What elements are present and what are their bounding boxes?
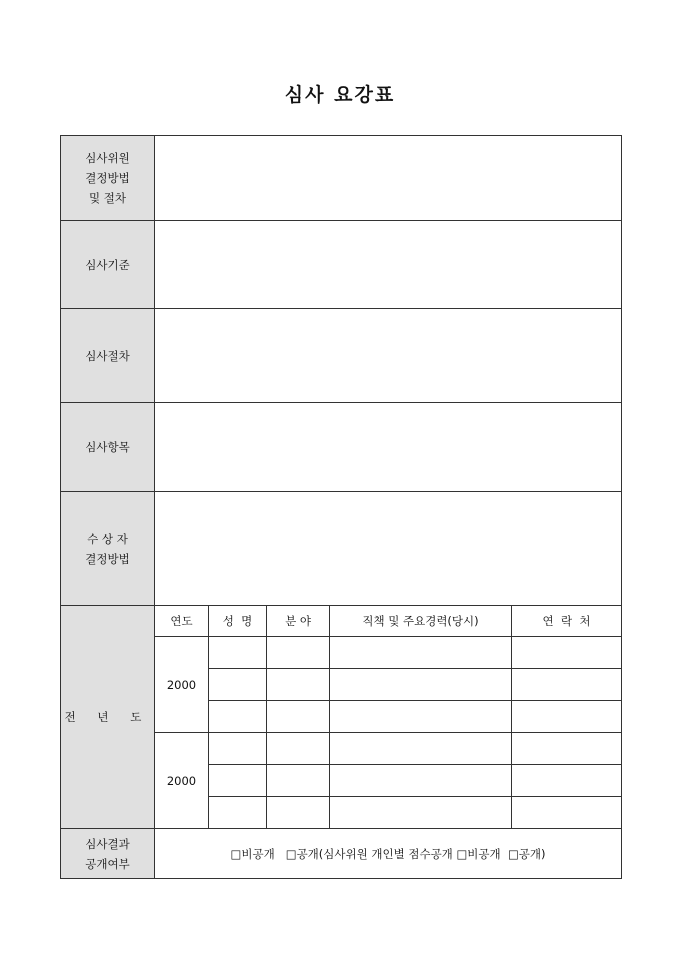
name-cell[interactable]	[209, 637, 267, 669]
name-cell[interactable]	[209, 797, 267, 829]
name-cell[interactable]	[209, 669, 267, 701]
row-procedure	[61, 309, 622, 403]
row-winner	[61, 492, 622, 606]
row-disclosure	[61, 829, 622, 879]
name-cell[interactable]	[209, 733, 267, 765]
field-committee-method[interactable]	[155, 136, 622, 221]
contact-cell[interactable]	[512, 765, 622, 797]
disclosure-options[interactable]: □비공개 □공개(심사위원 개인별 점수공개 □비공개 □공개)	[155, 829, 622, 879]
year-cell: 2000	[155, 637, 209, 733]
field-cell[interactable]	[267, 669, 330, 701]
career-cell[interactable]	[330, 701, 512, 733]
field-winner-method[interactable]	[155, 492, 622, 606]
row-items	[61, 403, 622, 492]
label-prev-year: 전 년 도	[61, 606, 155, 829]
contact-cell[interactable]	[512, 733, 622, 765]
field-items[interactable]	[155, 403, 622, 492]
row-criteria	[61, 221, 622, 309]
label-items: 심사항목	[61, 403, 155, 492]
field-procedure[interactable]	[155, 309, 622, 403]
field-cell[interactable]	[267, 797, 330, 829]
career-cell[interactable]	[330, 637, 512, 669]
contact-cell[interactable]	[512, 637, 622, 669]
label-committee-method: 심사위원 결정방법 및 절차	[61, 136, 155, 221]
col-header-contact: 연 락 처	[512, 606, 622, 637]
name-cell[interactable]	[209, 701, 267, 733]
row-committee	[61, 136, 622, 221]
label-disclosure: 심사결과 공개여부	[61, 829, 155, 879]
contact-cell[interactable]	[512, 669, 622, 701]
contact-cell[interactable]	[512, 701, 622, 733]
col-header-field: 분 야	[267, 606, 330, 637]
label-procedure: 심사절차	[61, 309, 155, 403]
field-cell[interactable]	[267, 765, 330, 797]
name-cell[interactable]	[209, 765, 267, 797]
col-header-position-career: 직책 및 주요경력(당시)	[330, 606, 512, 637]
career-cell[interactable]	[330, 765, 512, 797]
review-guideline-table	[60, 135, 622, 879]
career-cell[interactable]	[330, 669, 512, 701]
contact-cell[interactable]	[512, 797, 622, 829]
prev-year-header-row	[61, 606, 622, 637]
field-cell[interactable]	[267, 701, 330, 733]
col-header-name: 성 명	[209, 606, 267, 637]
field-cell[interactable]	[267, 733, 330, 765]
career-cell[interactable]	[330, 797, 512, 829]
career-cell[interactable]	[330, 733, 512, 765]
field-cell[interactable]	[267, 637, 330, 669]
col-header-year: 연도	[155, 606, 209, 637]
page-title: 심사 요강표	[284, 84, 396, 106]
field-criteria[interactable]	[155, 221, 622, 309]
label-criteria: 심사기준	[61, 221, 155, 309]
year-cell: 2000	[155, 733, 209, 829]
label-winner-method: 수 상 자 결정방법	[61, 492, 155, 606]
